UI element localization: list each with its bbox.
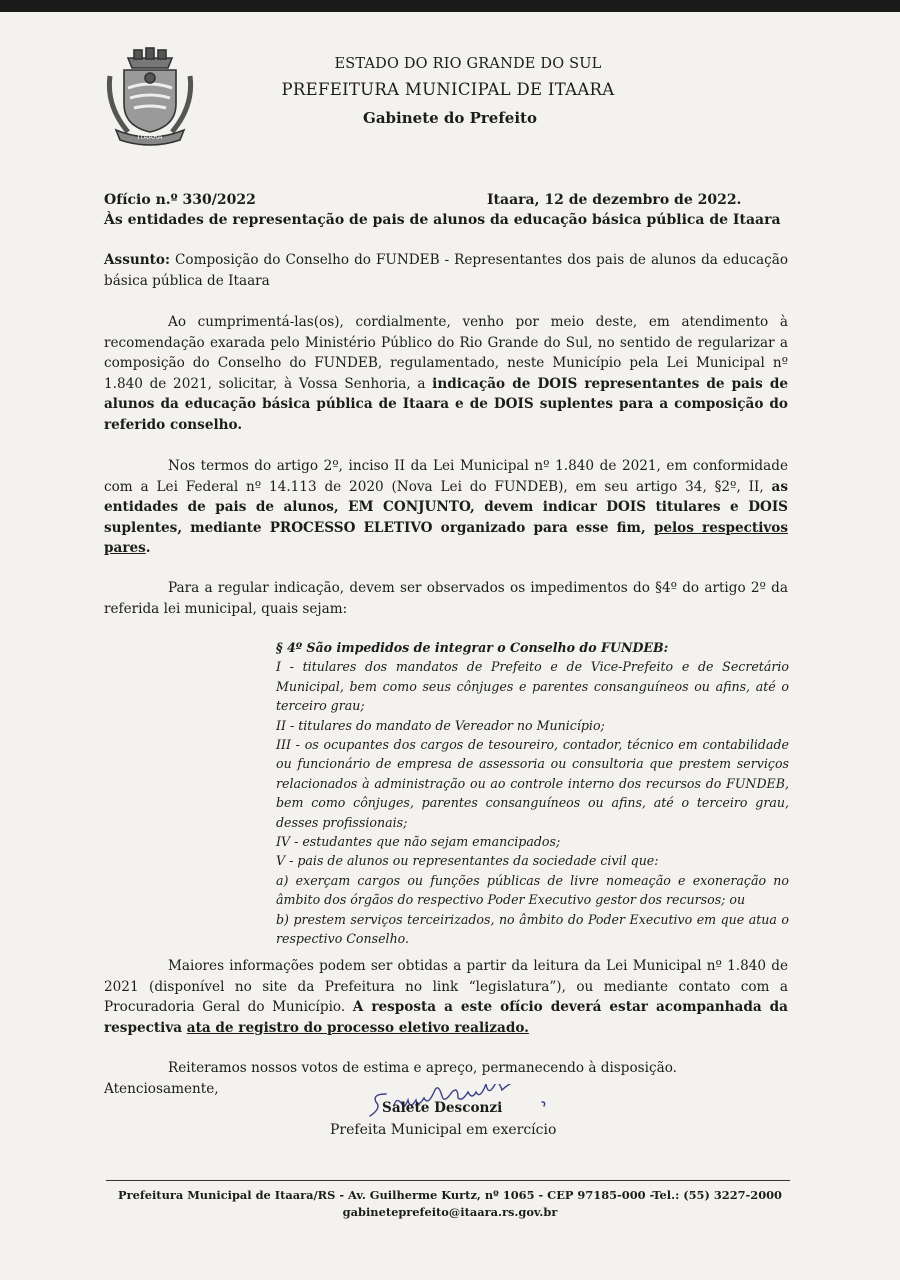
footer-address: Prefeitura Municipal de Itaara/RS - Av. Guilherme Kurtz, nº 1065 - CEP 97185-000 -Tel.: (55) 3227-2000: [118, 1188, 782, 1202]
quote-item: a) exerçam cargos ou funções públicas de livre nomeação e exoneração no âmbito dos órgãos do respectivo Poder Executivo gestor dos recursos; ou: [276, 872, 789, 908]
paragraph-2-bold: as entidades de pais de alunos, EM CONJUNTO, devem indicar DOIS titulares e DOIS suplentes, mediante PROCESSO ELETIVO organizado para esse fim,: [104, 478, 788, 536]
quote-title: § 4º São impedidos de integrar o Conselho do FUNDEB:: [276, 640, 669, 655]
letter-place-date: Itaara, 12 de dezembro de 2022.: [487, 192, 742, 208]
closing-text: Reiteramos nossos votos de estima e apreço, permanecendo à disposição.: [168, 1060, 677, 1076]
quote-item: II - titulares do mandato de Vereador no Município;: [276, 717, 605, 733]
paragraph-2-text: Nos termos do artigo 2º, inciso II da Lei Municipal nº 1.840 de 2021, em conformidade com a Lei Federal nº 14.113 de 2020 (Nova Lei do FUNDEB), em seu artigo 34, §2º, II,: [104, 458, 788, 495]
signer-role: Prefeita Municipal em exercício: [330, 1122, 557, 1138]
footer-email: gabineteprefeito@itaara.rs.gov.br: [342, 1205, 558, 1219]
subject-text: Composição do Conselho do FUNDEB - Representantes dos pais de alunos da educação básica pública de Itaara: [104, 252, 788, 289]
document-page: [0, 12, 900, 1280]
subject-paragraph: [104, 250, 788, 291]
paragraph-1-text: Ao cumprimentá-las(os), cordialmente, venho por meio deste, em atendimento à recomendação exarada pelo Ministério Público do Rio Grande do Sul, no sentido de regularizar a composição do Conselho do FUNDEB, regulamentado, neste Município pela Lei Municipal nº 1.840 de 2021, solicitar, à Vossa Senhoria, a: [104, 314, 788, 392]
paragraph-1-bold: indicação de DOIS representantes de pais de alunos da educação básica pública de Itaara e de DOIS suplentes para a composição do referido conselho.: [104, 375, 789, 433]
quote-item: III - os ocupantes dos cargos de tesoureiro, contador, técnico em contabilidade ou funcionário de empresa de assessoria ou consultoria que prestem serviços relacionados à administração ou ao controle interno dos recursos do FUNDEB, bem como cônjuges, parentes consanguíneos ou afins, até o terceiro grau, desses profissionais;: [276, 737, 789, 830]
paragraph-2: [104, 456, 788, 559]
paragraph-2-underlined: pelos respectivos pares: [104, 519, 788, 557]
header-office: Gabinete do Prefeito: [363, 109, 537, 127]
quote-item: I - titulares dos mandatos de Prefeito e de Vice-Prefeito e de Secretário Municipal, bem como seus cônjuges e parentes consanguíneos ou afins, até o terceiro grau;: [276, 659, 789, 714]
subject-label: Assunto:: [104, 252, 170, 268]
legal-quote: [276, 638, 789, 949]
paragraph-3: [104, 578, 788, 619]
signer-name: Salete Desconzi: [382, 1100, 503, 1116]
crest-banner-text: ITAARA: [137, 133, 163, 141]
paragraph-3-text: Para a regular indicação, devem ser observados os impedimentos do §4º do artigo 2º da referida lei municipal, quais sejam:: [104, 580, 788, 617]
regards-text: Atenciosamente,: [104, 1080, 219, 1097]
paragraph-4-underlined: ata de registro do processo eletivo realizado.: [186, 1019, 529, 1036]
quote-item: IV - estudantes que não sejam emancipados;: [276, 834, 561, 850]
paragraph-4-text: Maiores informações podem ser obtidas a partir da leitura da Lei Municipal nº 1.840 de 2021 (disponível no site da Prefeitura no link “legislatura”), ou mediante contato com a Procuradoria Geral do Município.: [104, 958, 788, 1016]
footer-divider: [106, 1180, 790, 1181]
letter-number: Ofício n.º 330/2022: [104, 192, 256, 208]
quote-item: V - pais de alunos ou representantes da sociedade civil que:: [276, 853, 659, 869]
paragraph-2-end: .: [145, 540, 151, 557]
header-municipality: PREFEITURA MUNICIPAL DE ITAARA: [281, 80, 615, 99]
paragraph-4-bold: A resposta a este ofício deverá estar acompanhada da respectiva: [104, 999, 788, 1036]
letter-recipient: Às entidades de representação de pais de alunos da educação básica pública de Itaara: [104, 212, 781, 228]
header-state: ESTADO DO RIO GRANDE DO SUL: [334, 56, 602, 72]
paragraph-1: [104, 312, 788, 436]
paragraph-4: [104, 956, 788, 1038]
quote-item: b) prestem serviços terceirizados, no âmbito do Poder Executivo em que atua o respectivo Conselho.: [276, 911, 789, 947]
